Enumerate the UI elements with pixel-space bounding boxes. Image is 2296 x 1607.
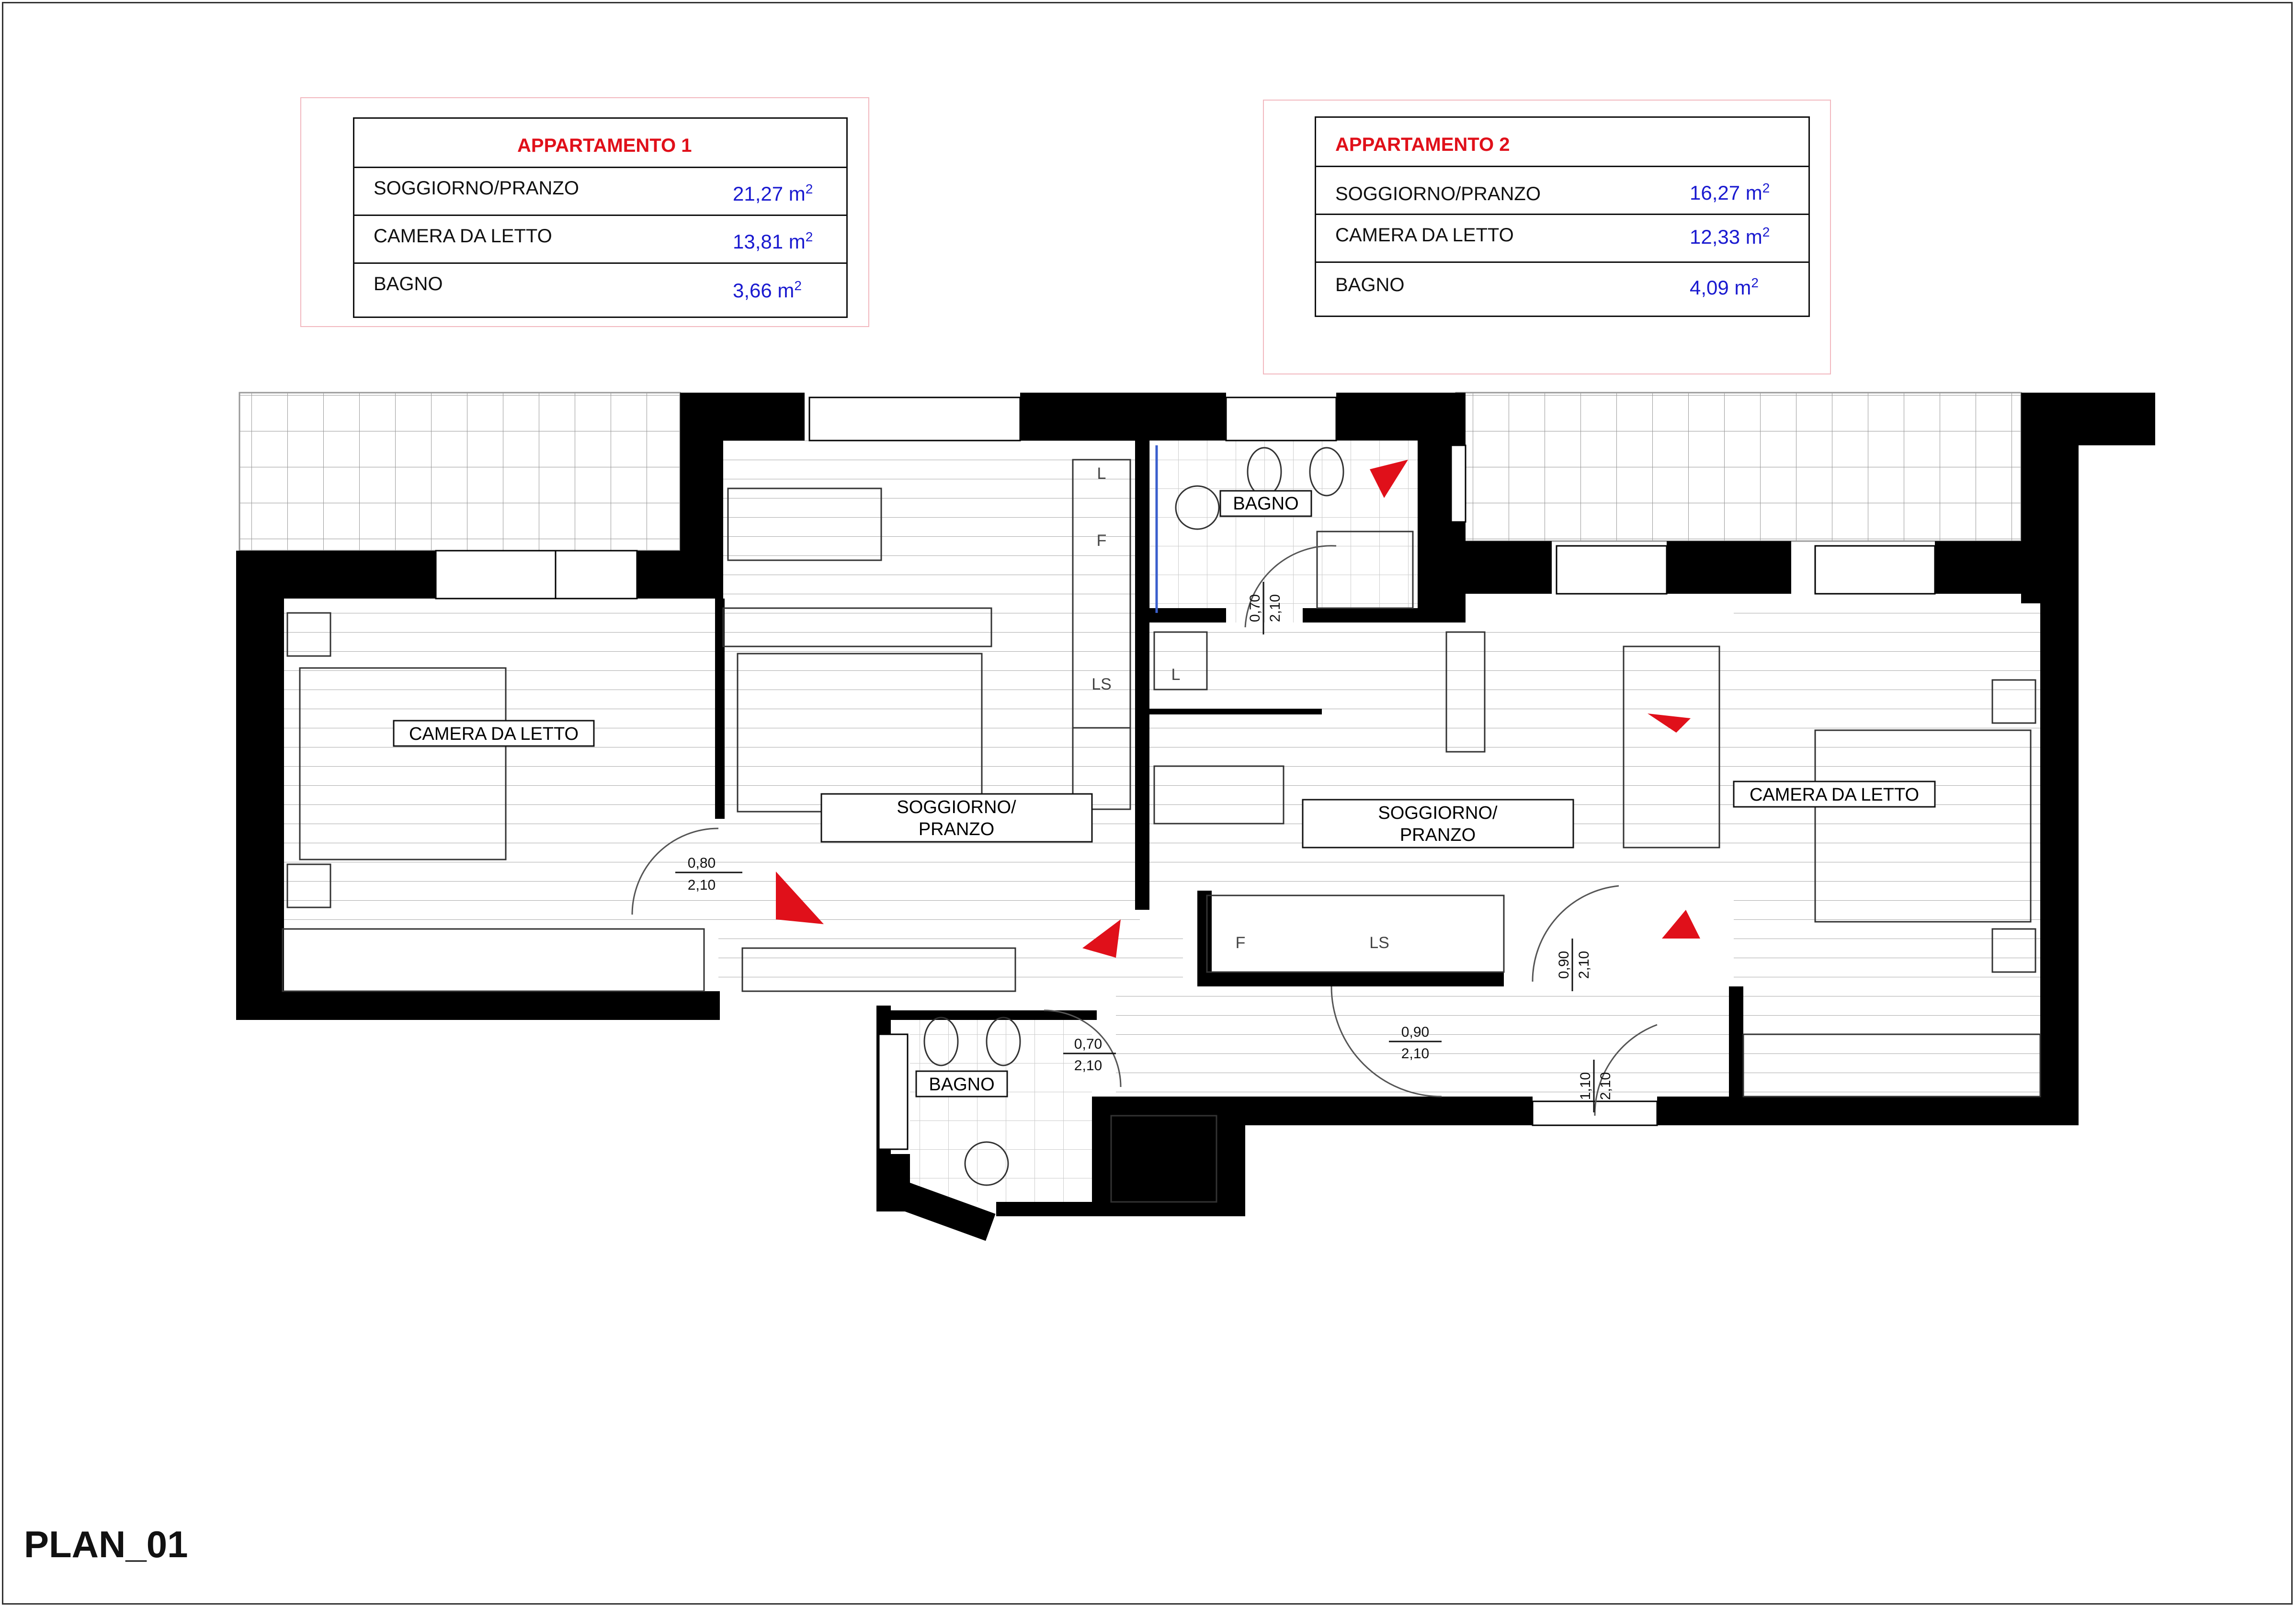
room-area: 3,66 $m^2$ — [733, 278, 802, 302]
room-name: BAGNO — [1335, 274, 1405, 295]
kitchen-label: F — [1096, 532, 1107, 550]
floor-bedroom-1 — [283, 608, 718, 924]
door-height: 2,10 — [687, 877, 716, 893]
door-height: 2,10 — [1598, 1072, 1614, 1100]
kitchen-label: L — [1097, 464, 1106, 483]
room-name: SOGGIORNO/PRANZO — [1335, 183, 1541, 204]
table-title: APPARTAMENTO 1 — [517, 135, 692, 156]
room-label-bedroom-1: CAMERA DA LETTO — [409, 724, 579, 744]
room-area: 21,27 $m^2$ — [733, 181, 813, 205]
room-name: SOGGIORNO/PRANZO — [374, 178, 579, 199]
terrace-left — [239, 393, 680, 551]
floor-bath-1 — [910, 1010, 1092, 1202]
door-height: 2,10 — [1401, 1046, 1430, 1062]
plan-title: PLAN_01 — [24, 1523, 188, 1565]
room-area: 13,81 $m^2$ — [733, 229, 813, 253]
room-area: 4,09 $m^2$ — [1690, 275, 1759, 299]
kitchen-label: LS — [1091, 675, 1112, 693]
terrace-right — [1456, 393, 2021, 541]
room-area: 16,27 $m^2$ — [1690, 181, 1770, 204]
door-width: 0,70 — [1074, 1036, 1103, 1052]
door-height: 2,10 — [1267, 594, 1283, 622]
room-name: BAGNO — [374, 273, 443, 294]
door-height: 2,10 — [1576, 951, 1592, 979]
room-name: CAMERA DA LETTO — [374, 226, 552, 247]
door-width: 0,90 — [1401, 1024, 1430, 1040]
floor-bedroom-2 — [1734, 603, 2040, 1101]
door-width: 1,10 — [1578, 1072, 1593, 1100]
room-label-bedroom-2: CAMERA DA LETTO — [1749, 785, 1920, 805]
room-label-living-2b: PRANZO — [1399, 825, 1476, 845]
door-height: 2,10 — [1074, 1058, 1103, 1074]
table-title: APPARTAMENTO 2 — [1335, 134, 1510, 155]
room-name: CAMERA DA LETTO — [1335, 225, 1514, 246]
door-width: 0,90 — [1556, 951, 1572, 979]
door-width: 0,70 — [1247, 594, 1263, 622]
room-label-bath-1: BAGNO — [929, 1075, 995, 1095]
room-label-living-1b: PRANZO — [918, 819, 995, 839]
kitchen-label: LS — [1369, 934, 1389, 952]
kitchen-counter-2 — [1207, 895, 1504, 972]
room-area: 12,33 $m^2$ — [1690, 225, 1770, 248]
counter-edge — [1149, 709, 1322, 714]
wardrobe-1 — [283, 929, 704, 991]
kitchen-label: L — [1171, 666, 1181, 684]
door-width: 0,80 — [687, 855, 716, 871]
room-label-living-1: SOGGIORNO/ — [897, 797, 1016, 817]
kitchen-label: F — [1235, 934, 1246, 952]
room-label-bath-2: BAGNO — [1233, 494, 1299, 514]
room-label-living-2: SOGGIORNO/ — [1378, 803, 1498, 823]
